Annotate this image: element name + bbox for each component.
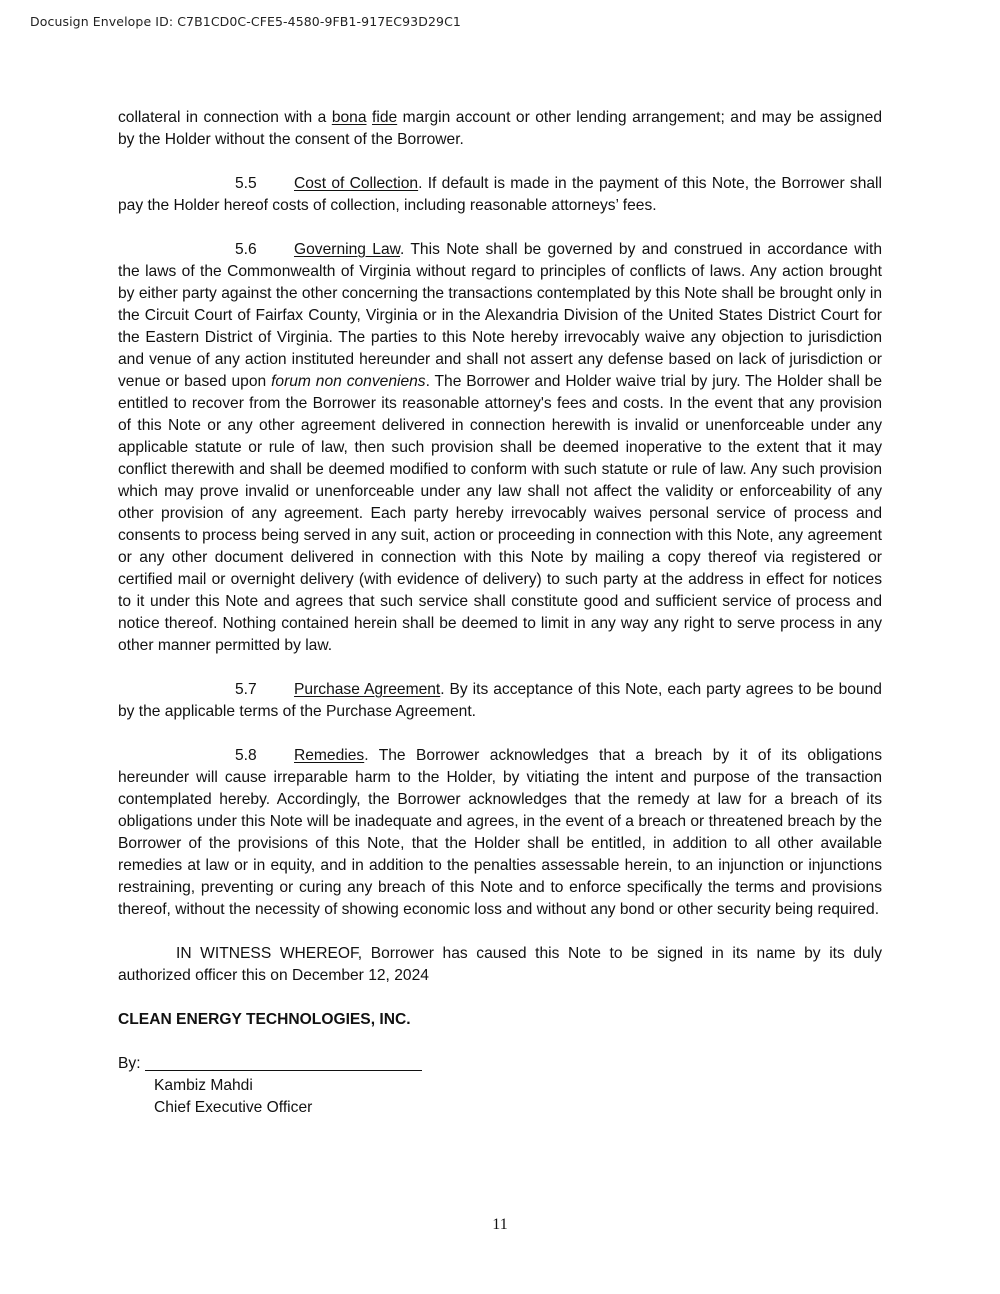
section-number: 5.6 — [235, 241, 257, 258]
paragraph-continuation: collateral in connection with a bona fide margin account or other lending arrangement; and may be assigned by the Holder without the consent of the Borrower. — [118, 109, 882, 148]
section-text: . The Borrower and Holder waive trial by jury. The Holder shall be entitled to recover from the Borrower its reasonable attorney's fees and costs. In the event that any provision of this Note or any other agreement delivered in connection herewith is invalid or unenforceable under any applicable statute or rule of law, then such provision shall be deemed inoperative to the extent that it may conflict therewith and shall be deemed modified to conform with such statute or rule of law. Any such provision which may prove invalid or unenforceable under any law shall not affect the validity or enforceability of any other provision of any agreement. Each party hereby irrevocably waives personal service of process and consents to process being served in any suit, action or proceeding in connection with this Note, any agreement or any other document delivered in connection with this Note by mailing a copy thereof via registered or certified mail or overnight delivery (with evidence of delivery) to such party at the address in effect for notices to it under this Note and agrees that such service shall constitute good and sufficient service of process and notice thereof. Nothing contained herein shall be deemed to limit in any way any right to serve process in any other manner permitted by law. — [118, 373, 883, 654]
section-5-8 — [118, 745, 882, 921]
document-body — [118, 107, 882, 1119]
italic-term: forum non conveniens — [271, 373, 426, 390]
section-heading: Remedies — [294, 747, 365, 764]
section-number: 5.7 — [235, 681, 257, 698]
company-name: CLEAN ENERGY TECHNOLOGIES, INC. — [118, 1011, 411, 1028]
page-number: 11 — [492, 1216, 508, 1233]
by-label: By: — [118, 1055, 141, 1072]
section-text: . This Note shall be governed by and construed in accordance with the laws of the Commonwealth of Virginia without regard to principles of conflicts of laws. Any action brought by either party against the other concerning the transactions contemplated by this Note shall be brought only in the Circuit Court of Fairfax County, Virginia or in the Alexandria Division of the United States District Court for the Eastern District of Virginia. The parties to this Note hereby irrevocably waive any objection to jurisdiction and venue of any action instituted hereunder and shall not assert any defense based on lack of jurisdiction or venue or based upon — [118, 241, 882, 390]
section-heading: Purchase Agreement — [294, 681, 441, 698]
section-number: 5.5 — [235, 175, 257, 192]
signature-block — [118, 1053, 882, 1075]
signer-name: Kambiz Mahdi — [154, 1077, 253, 1094]
signer-title: Chief Executive Officer — [154, 1099, 313, 1116]
section-heading: Governing Law — [294, 241, 401, 258]
signature-line — [145, 1070, 422, 1071]
docusign-envelope-id: Docusign Envelope ID: C7B1CD0C-CFE5-4580-9FB1-917EC93D29C1 — [30, 14, 461, 29]
section-text: . The Borrower acknowledges that a breach by it of its obligations hereunder will cause irreparable harm to the Holder, by vitiating the intent and purpose of the transaction contemplated hereby. Accordingly, the Borrower acknowledges that the remedy at law for a breach of its obligations under this Note will be inadequate and agrees, in the event of a breach or threatened breach by the Borrower of the provisions of this Note, that the Holder shall be entitled, in addition to all other available remedies at law or in equity, and in addition to the penalties assessable herein, to an injunction or injunctions restraining, preventing or curing any breach of this Note and to enforce specifically the terms and provisions thereof, without the necessity of showing economic loss and without any bond or other security being required. — [118, 747, 882, 918]
section-text: . By its acceptance of this Note, each party agrees to be bound by the applicable terms of the Purchase Agreement. — [118, 681, 882, 720]
section-text: . If default is made in the payment of this Note, the Borrower shall pay the Holder hereof costs of collection, including reasonable attorneys’ fees. — [118, 175, 882, 214]
section-5-5 — [118, 173, 882, 217]
witness-clause: IN WITNESS WHEREOF, Borrower has caused this Note to be signed in its name by its duly authorized officer this on December 12, 2024 — [118, 945, 882, 984]
section-5-7 — [118, 679, 882, 723]
section-heading: Cost of Collection — [294, 175, 419, 192]
section-5-6 — [118, 239, 882, 657]
term-fide: fide — [372, 109, 398, 126]
section-number: 5.8 — [235, 747, 257, 764]
term-bona: bona — [331, 109, 367, 126]
